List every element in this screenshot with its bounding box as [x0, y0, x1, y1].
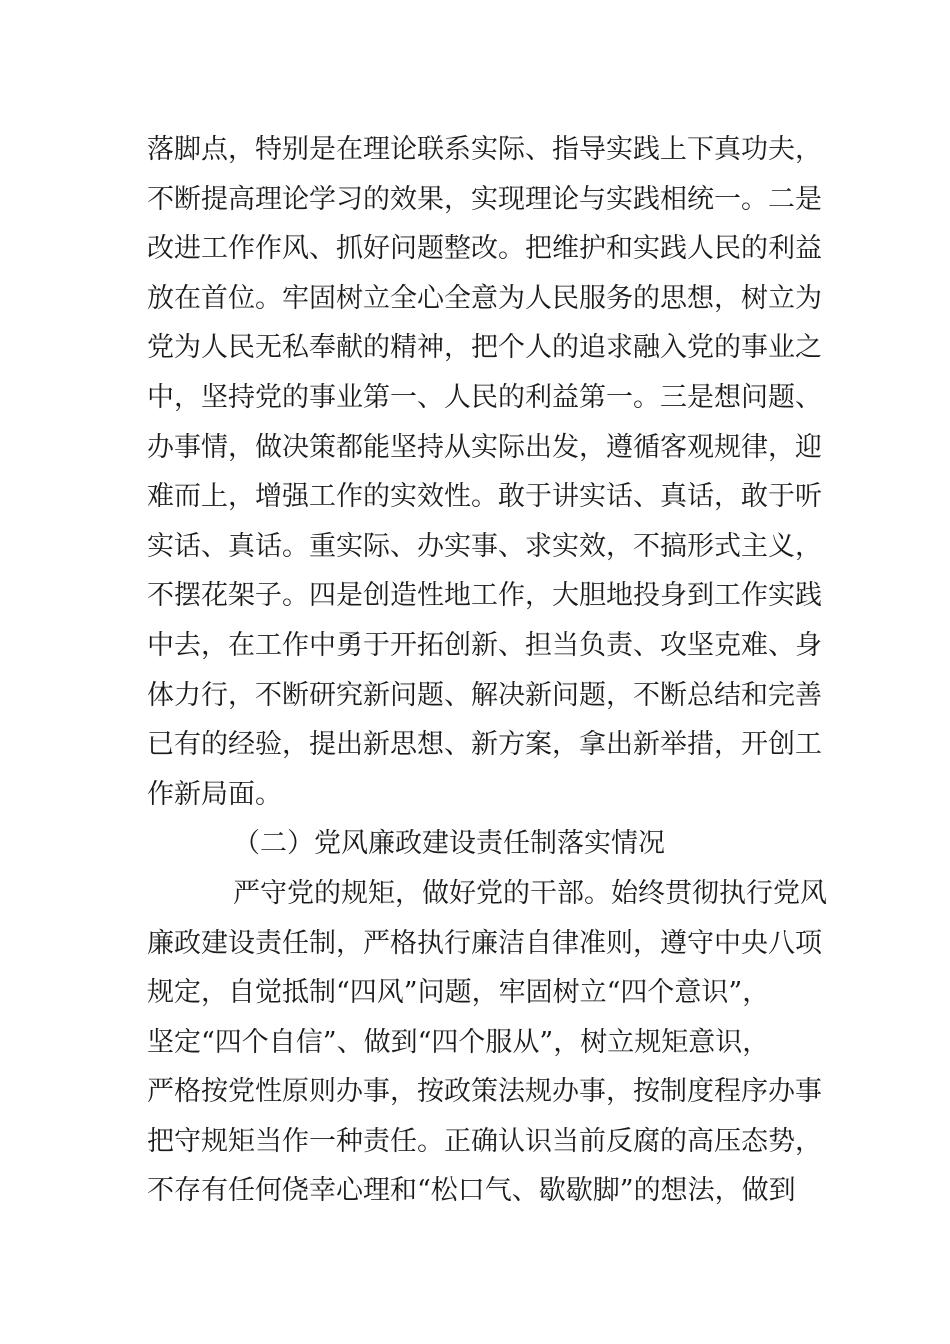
text-line: 落脚点，特别是在理论联系实际、指导实践上下真功夫， — [147, 134, 822, 165]
text-line: 不摆花架子。四是创造性地工作，大胆地投身到工作实践 — [147, 580, 822, 612]
text-line: 放在首位。牢固树立全心全意为人民服务的思想，树立为 — [147, 282, 822, 314]
text-line: 廉政建设责任制，严格执行廉洁自律准则，遵守中央八项 — [147, 927, 822, 959]
text-line: 实话、真话。重实际、办实事、求实效，不搞形式主义， — [147, 530, 822, 562]
text-line: 不存有任何侥幸心理和“松口气、歇歇脚”的想法，做到 — [147, 1175, 796, 1207]
text-line: 中去，在工作中勇于开拓创新、担当负责、攻坚克难、身 — [147, 629, 822, 661]
text-line: 党为人民无私奉献的精神，把个人的追求融入党的事业之 — [147, 332, 822, 364]
text-line: 难而上，增强工作的实效性。敢于讲实话、真话，敢于听 — [147, 481, 822, 513]
document-body — [147, 125, 827, 1216]
text-line: 坚定“四个自信”、做到“四个服从”，树立规矩意识， — [147, 1026, 770, 1058]
text-line: 办事情，做决策都能坚持从实际出发，遵循客观规律，迎 — [147, 431, 822, 463]
text-line: 作新局面。 — [147, 778, 282, 810]
text-line: 中，坚持党的事业第一、人民的利益第一。三是想问题、 — [147, 381, 822, 413]
text-line: 不断提高理论学习的效果，实现理论与实践相统一。二是 — [147, 183, 822, 215]
text-line: 已有的经验，提出新思想、新方案，拿出新举措，开创工 — [147, 729, 822, 761]
text-line: 把守规矩当作一种责任。正确认识当前反腐的高压态势， — [147, 1125, 822, 1157]
section-heading: （二）党风廉政建设责任制落实情况 — [233, 828, 665, 860]
text-line: 改进工作作风、抓好问题整改。把维护和实践人民的利益 — [147, 233, 822, 265]
text-line: 规定，自觉抵制“四风”问题，牢固树立“四个意识”， — [147, 977, 770, 1009]
text-line: 体力行，不断研究新问题、解决新问题，不断总结和完善 — [147, 679, 822, 711]
text-line: 严格按党性原则办事，按政策法规办事，按制度程序办事 — [147, 1076, 822, 1108]
paragraph-first-line: 严守党的规矩，做好党的干部。始终贯彻执行党风 — [233, 877, 827, 909]
